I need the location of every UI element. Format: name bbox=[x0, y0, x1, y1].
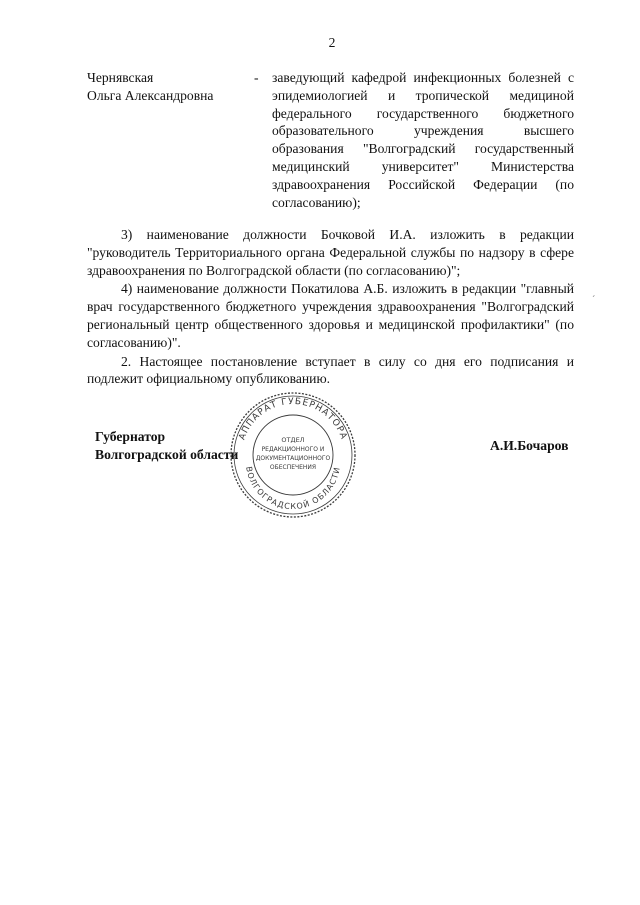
member-surname: Чернявская bbox=[87, 70, 154, 85]
page-number: 2 bbox=[328, 35, 336, 50]
stamp-inner-line1: ОТДЕЛ bbox=[281, 436, 305, 444]
stamp-inner-line3: ДОКУМЕНТАЦИОННОГО bbox=[255, 455, 331, 462]
stamp-inner-line4: ОБЕСПЕЧЕНИЯ bbox=[269, 464, 317, 471]
member-dash: - bbox=[254, 70, 259, 85]
stamp-text-bottom: ВОЛГОГРАДСКОЙ ОБЛАСТИ bbox=[244, 465, 342, 512]
clauses bbox=[87, 226, 574, 388]
stamp-seal bbox=[228, 390, 358, 520]
stamp-inner-line2: РЕДАКЦИОННОГО И bbox=[261, 446, 325, 453]
member-position: заведующий кафедрой инфекционных болезней с эпидемиологией и тропической медициной федерального государственного бюджетного образовательного учреждения высшего образования "Волгоградский государственный медицинский университет" Министерства здравоохранения Российской Федерации (по согласованию); bbox=[272, 70, 574, 210]
clause-effective-date: 2. Настоящее постановление вступает в силу со дня его подписания и подлежит официальному опубликованию. bbox=[87, 353, 574, 387]
svg-text:АППАРАТ ГУБЕРНАТОРА bbox=[237, 397, 348, 441]
stamp-text-top: АППАРАТ ГУБЕРНАТОРА bbox=[237, 396, 349, 442]
member-name bbox=[87, 69, 247, 105]
signatory-title bbox=[95, 428, 238, 464]
member-given-names: Ольга Александровна bbox=[87, 87, 214, 103]
official-stamp bbox=[228, 390, 358, 520]
signatory-title-line1: Губернатор bbox=[95, 429, 166, 444]
signatory-title-line2: Волгоградской области bbox=[95, 447, 239, 462]
signatory-name: А.И.Бочаров bbox=[490, 438, 569, 453]
clause-4: 4) наименование должности Покатилова А.Б. изложить в редакции "главный врач государственного бюджетного учреждения здравоохранения "Волгоградский региональный центр общественного здоровья и медицинской профилактики" (по согласованию)". bbox=[87, 281, 574, 350]
svg-text:ВОЛГОГРАДСКОЙ ОБЛАСТИ bbox=[244, 466, 342, 511]
clause-3: 3) наименование должности Бочковой И.А. изложить в редакции "руководитель Территориального органа Федеральной службы по надзору в сфере здравоохранения по Волгоградской области (по согласованию)"; bbox=[87, 227, 574, 278]
margin-mark: ˊ bbox=[592, 295, 596, 306]
